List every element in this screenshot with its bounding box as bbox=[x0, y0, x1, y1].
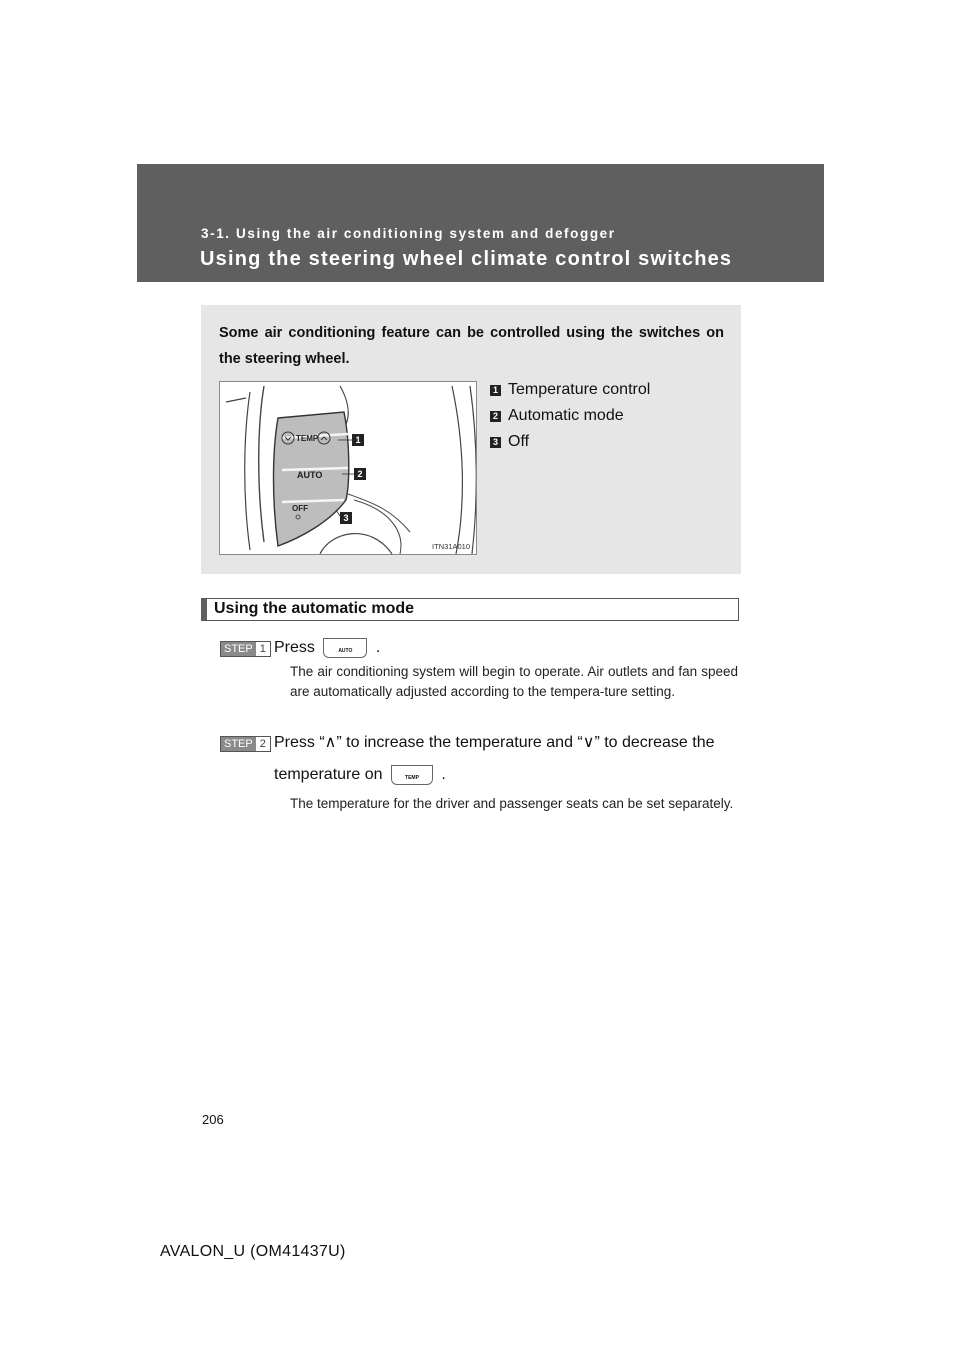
footer-model-code: AVALON_U (OM41437U) bbox=[160, 1243, 346, 1260]
callout-2: 2 bbox=[357, 469, 363, 479]
legend-number: 2 bbox=[490, 411, 501, 422]
callout-3: 3 bbox=[343, 513, 349, 523]
legend-item-automatic bbox=[490, 403, 650, 429]
section-heading-text: Using the automatic mode bbox=[214, 600, 415, 617]
legend-label: Automatic mode bbox=[508, 407, 624, 424]
page-title: Using the steering wheel climate control switches bbox=[200, 248, 733, 270]
section-heading bbox=[201, 598, 739, 621]
fig-temp-label: TEMP bbox=[296, 434, 319, 443]
step-number: 1 bbox=[259, 643, 266, 655]
step-2-note: The temperature for the driver and passenger seats can be set separately. bbox=[290, 796, 734, 811]
temp-button-icon: TEMP bbox=[391, 765, 433, 785]
callout-1: 1 bbox=[355, 435, 361, 445]
step-label: STEP bbox=[221, 642, 256, 656]
step-1-badge bbox=[220, 641, 271, 657]
figure-code: ITN31A010 bbox=[432, 542, 470, 551]
section-breadcrumb: 3-1. Using the air conditioning system and defogger bbox=[201, 226, 616, 241]
figure-legend bbox=[490, 377, 650, 455]
legend-item-temperature bbox=[490, 377, 650, 403]
auto-button-icon: AUTO bbox=[323, 638, 367, 658]
step-label: STEP bbox=[221, 737, 256, 751]
step-2-text-before: temperature on bbox=[274, 766, 383, 784]
legend-number: 1 bbox=[490, 385, 501, 396]
step-2-badge bbox=[220, 736, 271, 752]
step-1-text-after: . bbox=[375, 639, 381, 657]
legend-item-off bbox=[490, 429, 650, 455]
step-1-instruction bbox=[274, 638, 380, 658]
chapter-header bbox=[137, 164, 824, 282]
step-1-text-before: Press bbox=[274, 639, 315, 657]
step-number: 2 bbox=[259, 738, 266, 750]
fig-off-label: OFF bbox=[292, 504, 308, 513]
legend-label: Temperature control bbox=[508, 381, 651, 398]
intro-box bbox=[201, 305, 741, 574]
legend-label: Off bbox=[508, 433, 530, 450]
steering-wheel-drawing bbox=[220, 382, 476, 554]
legend-number: 3 bbox=[490, 437, 501, 448]
steering-switch-illustration bbox=[219, 381, 477, 555]
step-2-text-after: . bbox=[441, 766, 446, 784]
page-number: 206 bbox=[202, 1112, 224, 1127]
intro-text: Some air conditioning feature can be controlled using the switches on the steering wheel. bbox=[219, 325, 724, 367]
step-2-instruction-line-1: Press “∧” to increase the temperature and “∨” to decrease the bbox=[274, 734, 715, 751]
fig-auto-label: AUTO bbox=[297, 470, 323, 480]
step-2-instruction-line-2 bbox=[274, 765, 446, 785]
step-1-note: The air conditioning system will begin to operate. Air outlets and fan speed are automatically adjusted according to the tempera-ture setting. bbox=[290, 664, 738, 699]
